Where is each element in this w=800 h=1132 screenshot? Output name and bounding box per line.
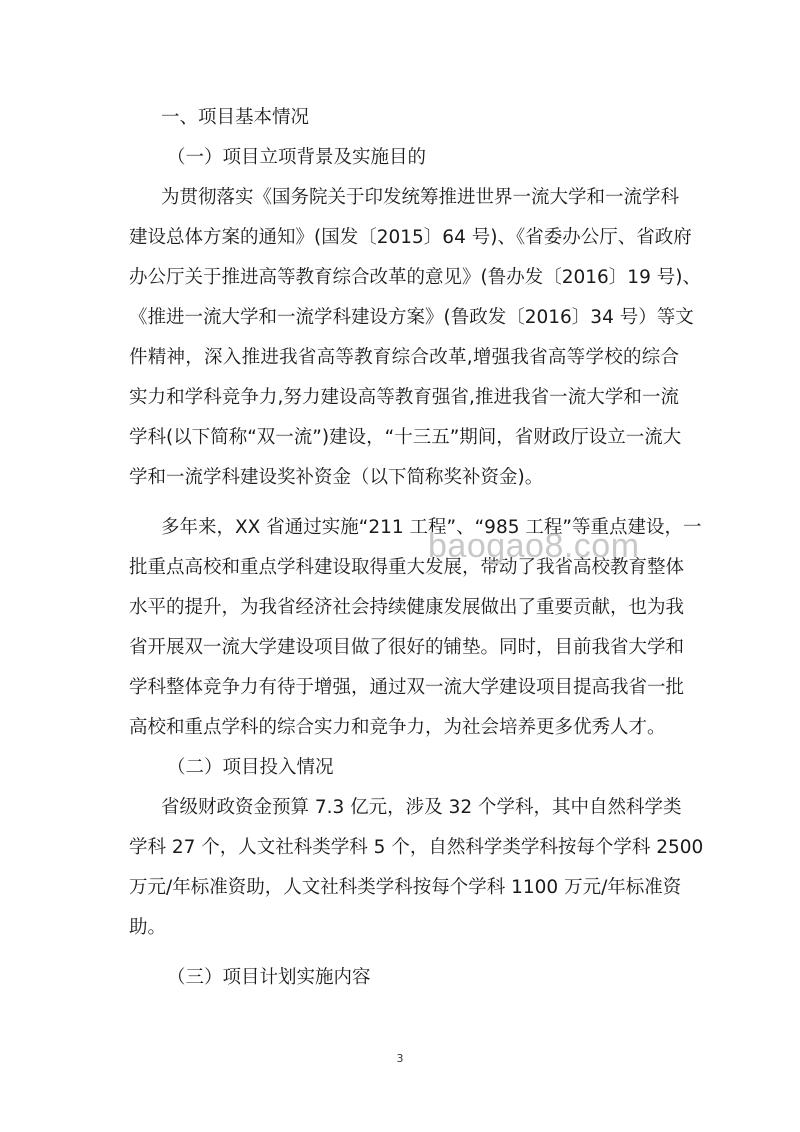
- subsection-heading-plan: （三）项目计划实施内容: [167, 967, 371, 988]
- paragraph-line: 学科整体竞争力有待于增强，通过双一流大学建设项目提高我省一批: [129, 677, 685, 698]
- paragraph-line: 助。: [129, 917, 167, 938]
- paragraph-line: 建设总体方案的通知》(国发〔2015〕64 号)、《省委办公厅、省政府: [129, 227, 692, 248]
- paragraph-line: 省开展双一流大学建设项目做了很好的铺垫。同时，目前我省大学和: [129, 637, 685, 658]
- section-heading: 一、项目基本情况: [161, 107, 310, 128]
- subsection-heading-background: （一）项目立项背景及实施目的: [167, 147, 427, 168]
- paragraph-line: 件精神，深入推进我省高等教育综合改革,增强我省高等学校的综合: [129, 347, 679, 368]
- paragraph-line: 学和一流学科建设奖补资金（以下简称奖补资金)。: [129, 467, 544, 488]
- paragraph-line: 批重点高校和重点学科建设取得重大发展，带动了我省高校教育整体: [129, 557, 685, 578]
- paragraph-line: 实力和学科竞争力,努力建设高等教育强省,推进我省一流大学和一流: [129, 387, 679, 408]
- paragraph-line: 高校和重点学科的综合实力和竞争力，为社会培养更多优秀人才。: [129, 717, 666, 738]
- paragraph-investment: [129, 788, 704, 948]
- paragraph-line: 学科(以下简称“双一流”)建设，“十三五”期间，省财政厅设立一流大: [129, 427, 682, 448]
- watermark: baogao8.com: [428, 527, 640, 565]
- paragraph-background: [129, 178, 701, 498]
- paragraph-line: 多年来，XX 省通过实施“211 工程”、“985 工程”等重点建设，一: [161, 517, 702, 538]
- paragraph-line: 省级财政资金预算 7.3 亿元，涉及 32 个学科，其中自然科学类: [161, 797, 682, 818]
- subsection-heading-investment: （二）项目投入情况: [167, 757, 334, 778]
- paragraph-line: 万元/年标准资助，人文社科类学科按每个学科 1100 万元/年标准资: [129, 877, 682, 898]
- paragraph-line: 水平的提升，为我省经济社会持续健康发展做出了重要贡献，也为我: [129, 597, 685, 618]
- paragraph-line: 办公厅关于推进高等教育综合改革的意见》(鲁办发〔2016〕19 号)、: [129, 267, 701, 288]
- paragraph-line: 学科 27 个，人文社科类学科 5 个，自然科学类学科按每个学科 2500: [129, 837, 704, 858]
- page-number: 3: [396, 1052, 404, 1065]
- paragraph-line: 《推进一流大学和一流学科建设方案》(鲁政发〔2016〕34 号）等文: [129, 307, 694, 328]
- paragraph-line: 为贯彻落实《国务院关于印发统筹推进世界一流大学和一流学科: [161, 187, 680, 208]
